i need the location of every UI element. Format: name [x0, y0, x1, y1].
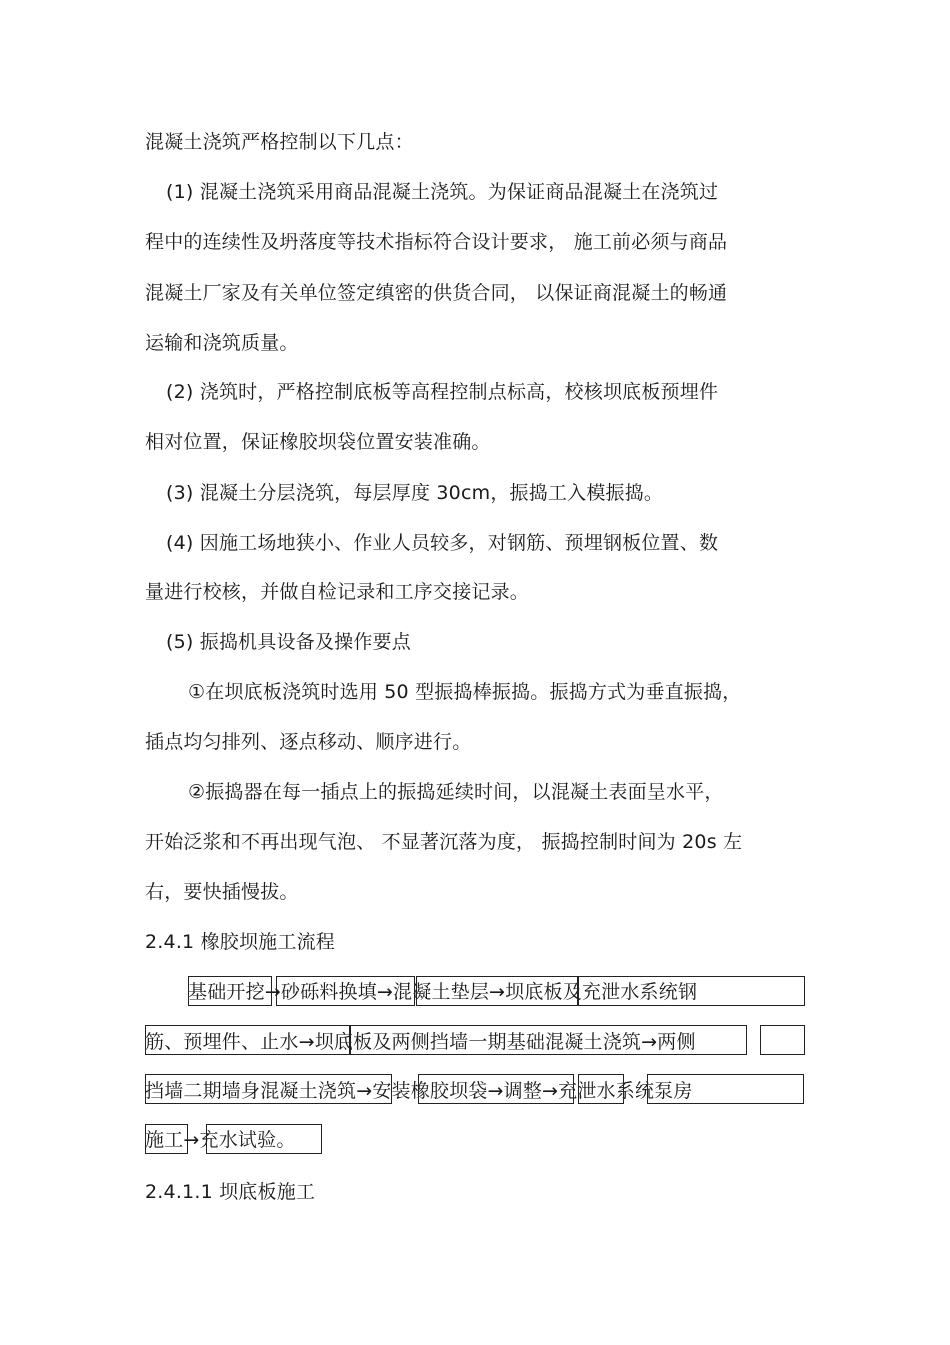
- flow-box-phase-two: [145, 1074, 392, 1104]
- item-1-line-3: 混凝土厂家及有关单位签定缜密的供货合同， 以保证商混凝土的畅通: [145, 282, 728, 304]
- item-4-line-2: 量进行校核，并做自检记录和工序交接记录。: [145, 581, 530, 603]
- item-2-line-2: 相对位置，保证橡胶坝袋位置安装准确。: [145, 431, 491, 453]
- flow-box-adjust: [578, 1074, 624, 1104]
- flow-box-empty: [760, 1025, 805, 1055]
- flow-box-phase-one: [350, 1025, 747, 1055]
- flow-box-foundation: [188, 976, 272, 1006]
- item-4-line-1: (4) 因施工场地狭小、作业人员较多，对钢筋、预埋钢板位置、数: [166, 532, 719, 554]
- item-2-line-1: (2) 浇筑时，严格控制底板等高程控制点标高，校核坝底板预埋件: [166, 381, 719, 403]
- item-1-line-2: 程中的连续性及坍落度等技术指标符合设计要求， 施工前必须与商品: [145, 231, 728, 253]
- point-2-line-1: ②振捣器在每一插点上的振捣延续时间，以混凝土表面呈水平，: [188, 781, 724, 803]
- point-1-line-1: ①在坝底板浇筑时选用 50 型振捣棒振捣。振捣方式为垂直振捣，: [188, 681, 742, 703]
- flow-line-1: 基础开挖→砂砾料换填→混凝土垫层→坝底板及充泄水系统钢: [188, 981, 698, 1003]
- flow-line-2: 筋、预埋件、止水→坝底板及两侧挡墙一期基础混凝土浇筑→两侧: [145, 1031, 696, 1053]
- flow-line-4: 施工→充水试验。: [145, 1129, 296, 1151]
- intro-line: 混凝土浇筑严格控制以下几点：: [145, 131, 414, 153]
- flow-box-install-bag: [418, 1074, 574, 1104]
- flow-box-gravel: [276, 976, 415, 1006]
- point-1-line-2: 插点均匀排列、逐点移动、顺序进行。: [145, 731, 472, 753]
- point-2-line-3: 右，要快插慢拔。: [145, 881, 299, 903]
- flow-box-construction: [145, 1124, 188, 1154]
- item-3-line: (3) 混凝土分层浇筑，每层厚度 30cm，振捣工入模振捣。: [166, 482, 664, 504]
- section-heading-2-4-1: 2.4.1 橡胶坝施工流程: [145, 931, 335, 953]
- section-heading-2-4-1-1: 2.4.1.1 坝底板施工: [145, 1181, 316, 1203]
- flow-box-pump-house: [647, 1074, 804, 1104]
- flow-box-slab-system: [578, 976, 805, 1006]
- flow-box-water-test: [206, 1124, 322, 1154]
- point-2-line-2: 开始泛浆和不再出现气泡、 不显著沉落为度， 振捣控制时间为 20s 左: [145, 831, 743, 853]
- flow-box-cushion: [416, 976, 578, 1006]
- flow-box-rebar: [145, 1025, 350, 1055]
- flow-line-3: 挡墙二期墙身混凝土浇筑→安装橡胶坝袋→调整→充泄水系统泵房: [145, 1080, 693, 1102]
- item-1-line-4: 运输和浇筑质量。: [145, 332, 299, 354]
- item-1-line-1: (1) 混凝土浇筑采用商品混凝土浇筑。为保证商品混凝土在浇筑过: [166, 181, 719, 203]
- item-5-heading: (5) 振捣机具设备及操作要点: [166, 631, 411, 653]
